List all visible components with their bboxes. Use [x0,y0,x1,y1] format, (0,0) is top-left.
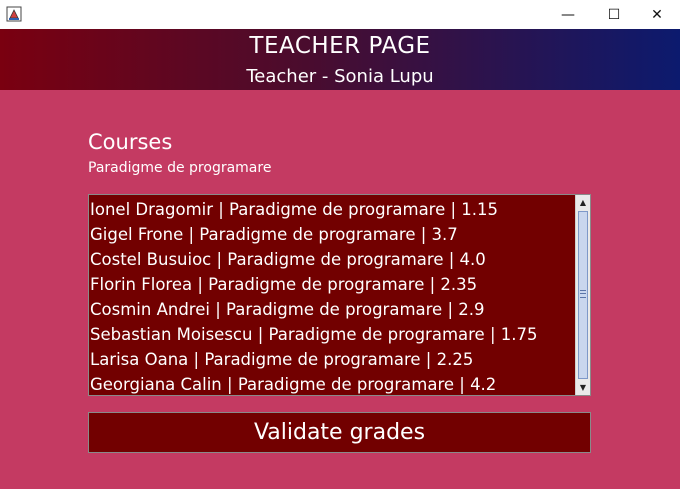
close-icon: ✕ [651,6,663,23]
list-item[interactable]: Costel Busuioc | Paradigme de programare | 4.0 [90,250,486,269]
scroll-up-arrow-icon[interactable]: ▲ [579,198,587,207]
close-button[interactable] [634,0,680,29]
list-item[interactable]: Sebastian Moisescu | Paradigme de programare | 1.75 [90,325,538,344]
minimize-button[interactable] [545,0,591,29]
validate-grades-button[interactable]: Validate grades [88,412,591,453]
teacher-name: Teacher - Sonia Lupu [246,66,434,87]
scroll-thumb[interactable] [578,211,588,379]
selected-course-name: Paradigme de programare [88,160,272,176]
list-item[interactable]: Gigel Frone | Paradigme de programare | 3.7 [90,225,458,244]
list-item[interactable]: Larisa Oana | Paradigme de programare | 2.25 [90,350,474,369]
list-item[interactable]: Georgiana Calin | Paradigme de programare | 4.2 [90,375,497,394]
page-header [0,29,680,90]
page-title: TEACHER PAGE [249,33,431,59]
list-item[interactable]: Ionel Dragomir | Paradigme de programare | 1.15 [90,200,499,219]
maximize-button[interactable] [591,0,637,29]
scroll-down-arrow-icon[interactable]: ▼ [579,383,587,392]
grades-list-items [89,197,576,396]
window-titlebar [0,0,680,29]
thumb-grip-icon [580,290,586,298]
list-item[interactable]: Florin Florea | Paradigme de programare | 2.35 [90,275,478,294]
maximize-icon: ☐ [607,6,621,23]
minimize-icon: — [561,6,575,23]
courses-heading: Courses [88,130,173,154]
grades-list[interactable] [88,194,591,396]
java-app-icon [6,6,22,22]
list-item[interactable]: Cosmin Andrei | Paradigme de programare | 2.9 [90,300,485,319]
list-scrollbar[interactable] [575,195,590,395]
